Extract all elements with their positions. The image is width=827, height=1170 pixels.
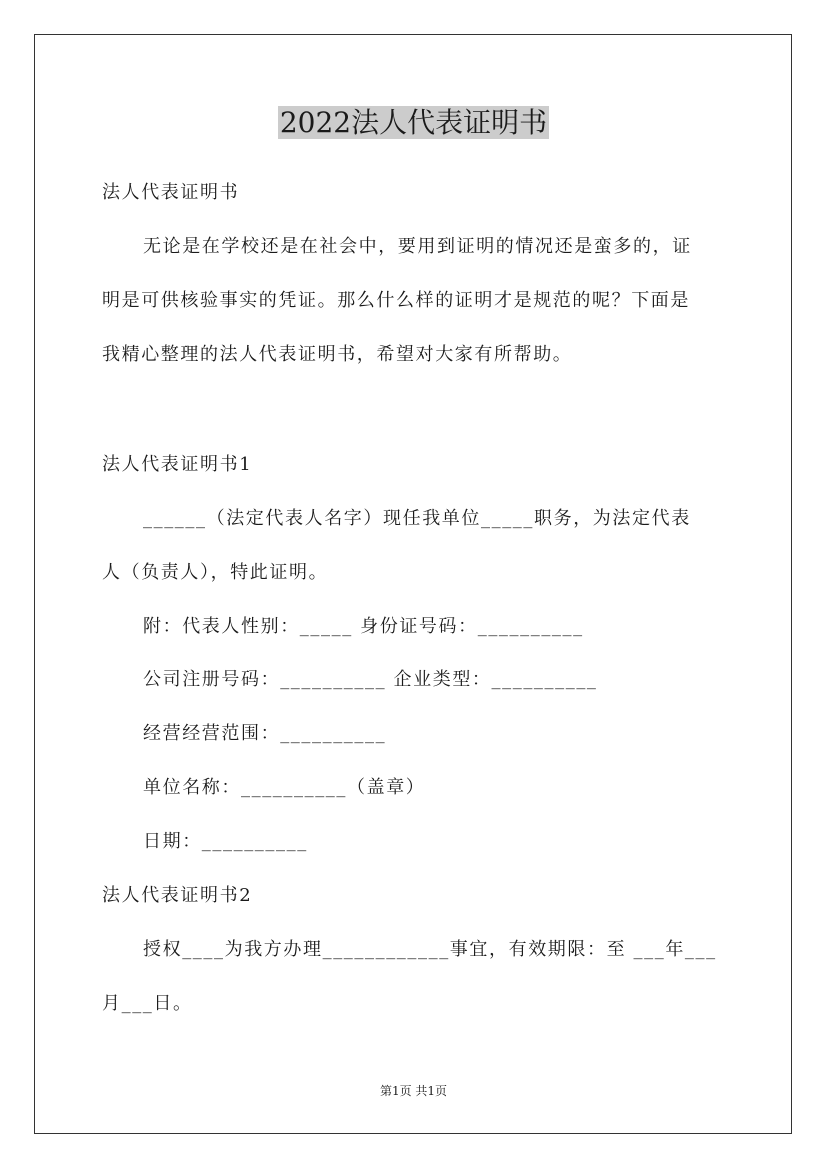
document-title: [0, 103, 827, 143]
field-unit-name: 单位名称：__________（盖章）: [143, 777, 426, 798]
document-title-text: 2022法人代表证明书: [279, 106, 548, 139]
section2-heading: 法人代表证明书2: [102, 885, 253, 906]
intro-line: 我精心整理的法人代表证明书，希望对大家有所帮助。: [102, 344, 573, 365]
section1-line: ______（法定代表人名字）现任我单位_____职务，为法定代表: [143, 508, 691, 529]
field-gender-id: 附：代表人性别：_____ 身份证号码：__________: [143, 616, 584, 637]
heading: 法人代表证明书: [102, 182, 240, 203]
section1-heading: 法人代表证明书1: [102, 454, 253, 475]
page-footer: 第1页 共1页: [379, 1084, 448, 1098]
field-business-scope: 经营经营范围：__________: [143, 723, 387, 744]
section2-line: 授权____为我方办理____________事宜，有效期限：至 ___年___: [143, 939, 717, 960]
field-date: 日期：__________: [143, 831, 308, 852]
section2-line: 月___日。: [102, 993, 193, 1014]
intro-line: 无论是在学校还是在社会中，要用到证明的情况还是蛮多的，证: [143, 236, 692, 257]
field-registration-type: 公司注册号码：__________ 企业类型：__________: [143, 669, 598, 690]
intro-line: 明是可供核验事实的凭证。那么什么样的证明才是规范的呢？下面是: [102, 290, 690, 311]
section1-line: 人（负责人），特此证明。: [102, 562, 329, 583]
